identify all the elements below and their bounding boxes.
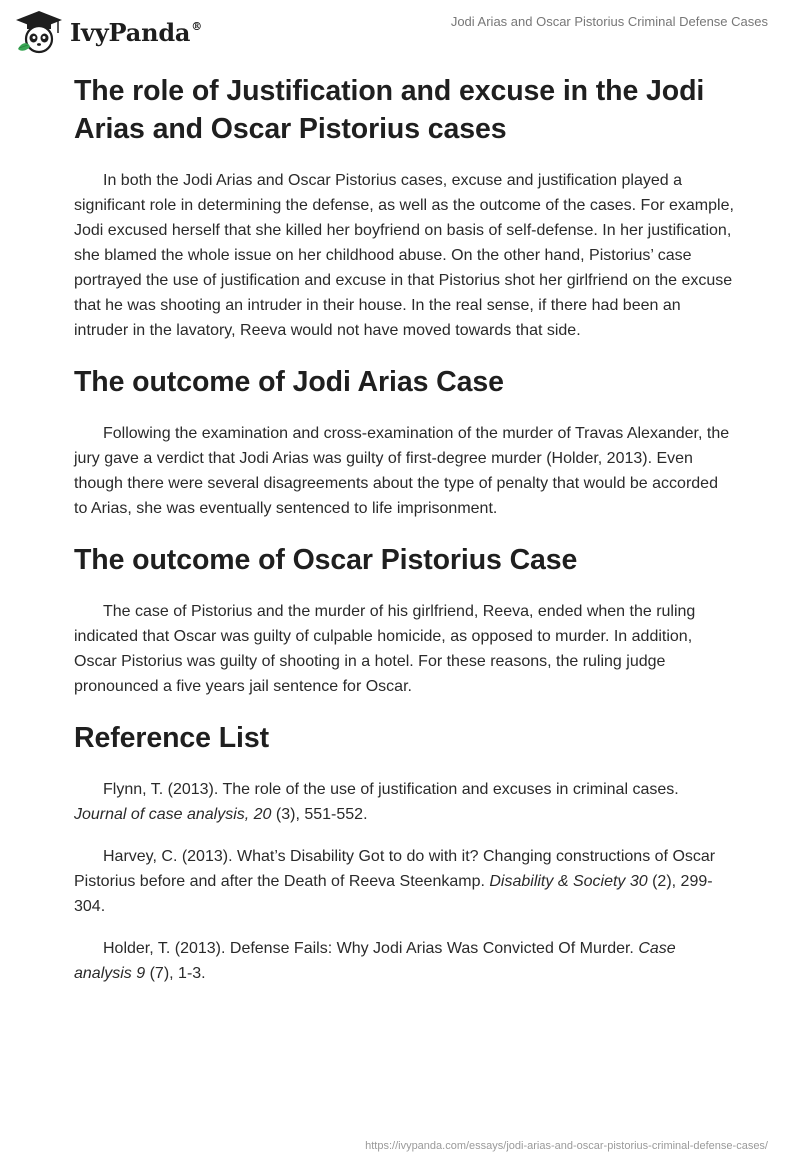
ivypanda-logo[interactable] bbox=[14, 8, 202, 56]
essay-body bbox=[74, 72, 734, 1003]
section-paragraph-arias-outcome: Following the examination and cross-examination of the murder of Travas Alexander, the jury gave a verdict that Jodi Arias was guilty of first-degree murder (Holder, 2013). Even though there were several disagreements about the type of penalty that would be accorded to Arias, she was eventually sentenced to life imprisonment. bbox=[74, 425, 730, 517]
brand-name: IvyPanda® bbox=[70, 17, 203, 47]
page-header bbox=[0, 0, 800, 60]
source-url-link[interactable]: https://ivypanda.com/essays/jodi-arias-and-oscar-pistorius-criminal-defense-cases/ bbox=[365, 1140, 768, 1152]
reference-item: Holder, T. (2013). Defense Fails: Why Jodi Arias Was Convicted Of Murder. Case analysis 9 (7), 1-3. bbox=[74, 940, 676, 982]
section-heading-justification: The role of Justification and excuse in the Jodi Arias and Oscar Pistorius cases bbox=[74, 75, 705, 145]
section-paragraph-justification: In both the Jodi Arias and Oscar Pistorius cases, excuse and justification played a significant role in determining the defense, as well as the outcome of the cases. For example, Jodi excused herself that she killed her boyfriend on basis of self-defense. In her justification, she blamed the whole issue on her childhood abuse. On the other hand, Pistorius’ case portrayed the use of justification and excuse in that Pistorius shot her girlfriend on the excuse that he was shooting an intruder in their house. In the real sense, if there had been an intruder in the lavatory, Reeva would not have moved towards that side. bbox=[74, 172, 734, 339]
section-heading-pistorius-outcome: The outcome of Oscar Pistorius Case bbox=[74, 544, 578, 576]
reference-list-heading: Reference List bbox=[74, 722, 270, 754]
section-heading-arias-outcome: The outcome of Jodi Arias Case bbox=[74, 366, 504, 398]
panda-graduation-cap-icon bbox=[14, 9, 64, 55]
running-title: Jodi Arias and Oscar Pistorius Criminal Defense Cases bbox=[450, 14, 768, 29]
section-paragraph-pistorius-outcome: The case of Pistorius and the murder of his girlfriend, Reeva, ended when the ruling indicated that Oscar was guilty of culpable homicide, as opposed to murder. In addition, Oscar Pistorius was guilty of shooting in a hotel. For these reasons, the ruling judge pronounced a five years jail sentence for Oscar. bbox=[74, 603, 696, 695]
reference-item: Flynn, T. (2013). The role of the use of justification and excuses in criminal cases. Journal of case analysis, 20 (3), 551-552. bbox=[74, 781, 679, 823]
reference-item: Harvey, C. (2013). What’s Disability Got to do with it? Changing constructions of Oscar Pistorius before and after the Death of Reeva Steenkamp. Disability & Society 30 (2), 299-304. bbox=[74, 848, 716, 915]
